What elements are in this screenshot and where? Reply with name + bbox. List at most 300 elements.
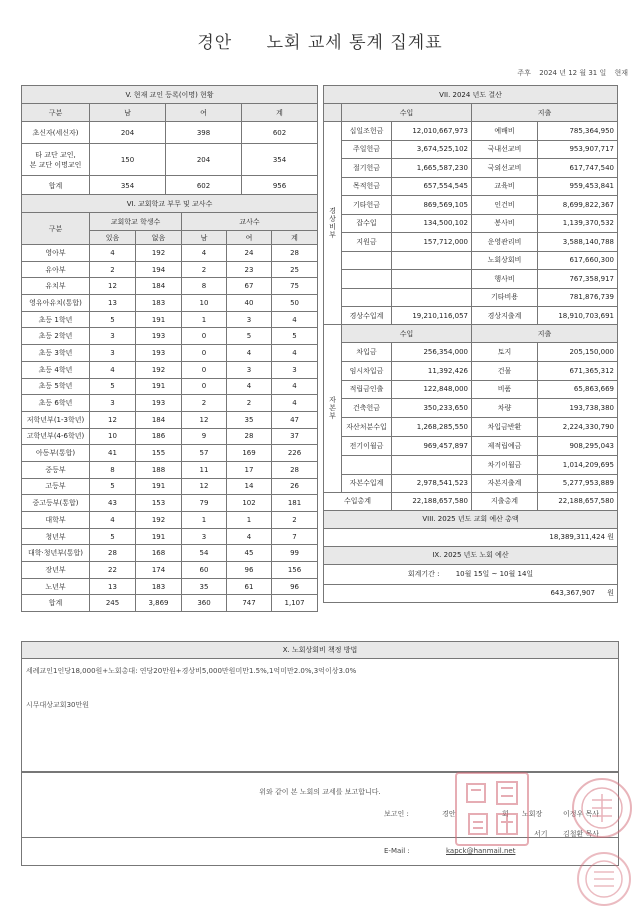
cell: 0 bbox=[182, 361, 227, 378]
table-row bbox=[324, 177, 618, 196]
cell: 4 bbox=[272, 378, 318, 395]
expense-value: 671,365,312 bbox=[538, 361, 618, 380]
row-label: 중고등부(통합) bbox=[22, 495, 90, 512]
income-value: 1,268,285,550 bbox=[392, 418, 472, 437]
section10-box bbox=[21, 641, 619, 773]
cell: 4 bbox=[90, 245, 136, 262]
operating-side-label: 경상비부 bbox=[324, 122, 342, 325]
cell: 75 bbox=[272, 278, 318, 295]
reporter-suffix: 회 bbox=[502, 810, 509, 818]
table-row bbox=[22, 411, 318, 428]
cell: 193 bbox=[136, 328, 182, 345]
row-label: 영유아유치(통합) bbox=[22, 295, 90, 312]
cell: 37 bbox=[272, 428, 318, 445]
cell: 150 bbox=[90, 144, 166, 176]
income-value: 256,354,000 bbox=[392, 343, 472, 362]
cell: 54 bbox=[182, 545, 227, 562]
cell: 3 bbox=[182, 528, 227, 545]
row-label: 초등 6학년 bbox=[22, 395, 90, 412]
cell: 155 bbox=[136, 445, 182, 462]
cell: 191 bbox=[136, 478, 182, 495]
table-row bbox=[22, 261, 318, 278]
income-label: 잡수입 bbox=[342, 214, 392, 233]
expense-label: 기타비용 bbox=[472, 288, 538, 307]
grand-expense-value: 22,188,657,580 bbox=[538, 492, 618, 510]
expense-value: 959,453,841 bbox=[538, 177, 618, 196]
cell: 11 bbox=[182, 461, 227, 478]
col-header: 구분 bbox=[22, 213, 90, 245]
cell: 3 bbox=[227, 311, 272, 328]
income-value: 869,569,105 bbox=[392, 196, 472, 215]
cell: 4 bbox=[90, 512, 136, 529]
cell: 4 bbox=[90, 361, 136, 378]
section9-title: IX. 2025 년도 노회 예산 bbox=[324, 546, 618, 564]
expense-label: 행사비 bbox=[472, 270, 538, 289]
income-label bbox=[342, 288, 392, 307]
expense-value: 2,224,330,790 bbox=[538, 418, 618, 437]
cell: 398 bbox=[166, 122, 242, 144]
income-total-label: 경상수입계 bbox=[342, 307, 392, 325]
cell: 3 bbox=[90, 345, 136, 362]
reporter-presbytery: 경안 bbox=[442, 810, 456, 818]
col-header: 교사수 bbox=[182, 213, 318, 231]
email-box bbox=[21, 837, 619, 866]
row-label: 초등 2학년 bbox=[22, 328, 90, 345]
cell: 2 bbox=[272, 512, 318, 529]
expense-label: 차기이월금 bbox=[472, 455, 538, 474]
cell: 12 bbox=[182, 478, 227, 495]
cell: 226 bbox=[272, 445, 318, 462]
email-value[interactable]: kapck@hanmail.net bbox=[446, 847, 516, 855]
income-value: 1,665,587,230 bbox=[392, 159, 472, 178]
cell: 204 bbox=[90, 122, 166, 144]
cell: 191 bbox=[136, 311, 182, 328]
income-label bbox=[342, 455, 392, 474]
seal-round-icon bbox=[574, 780, 630, 836]
cell: 14 bbox=[227, 478, 272, 495]
expense-label: 차량 bbox=[472, 399, 538, 418]
cell: 1 bbox=[182, 311, 227, 328]
table-row bbox=[22, 512, 318, 529]
expense-total-label: 경상지출계 bbox=[472, 307, 538, 325]
section10-line2: 시무대상교회30만원 bbox=[26, 701, 90, 709]
cell: 4 bbox=[272, 395, 318, 412]
expense-label: 비품 bbox=[472, 380, 538, 399]
section10-line1: 세례교인1인당18,000원+노회총대: 연당20만원+경상비5,000만원미만1.5%,1억미만2.0%,3억이상3.0% bbox=[26, 667, 357, 675]
row-label: 고학년부(4-6학년) bbox=[22, 428, 90, 445]
cell: 4 bbox=[227, 345, 272, 362]
row-label: 유치부 bbox=[22, 278, 90, 295]
row-label: 합계 bbox=[22, 595, 90, 612]
cell: 194 bbox=[136, 261, 182, 278]
income-value: 969,457,897 bbox=[392, 436, 472, 455]
table-row bbox=[324, 214, 618, 233]
date-value: 2024 년 12 월 31 일 bbox=[539, 69, 607, 77]
cell: 23 bbox=[227, 261, 272, 278]
expense-value: 785,364,950 bbox=[538, 122, 618, 141]
income-value bbox=[392, 251, 472, 270]
cell: 4 bbox=[182, 245, 227, 262]
table-row bbox=[324, 122, 618, 141]
cell: 3 bbox=[90, 395, 136, 412]
table-row bbox=[324, 140, 618, 159]
income-label: 목적헌금 bbox=[342, 177, 392, 196]
sub-header: 계 bbox=[272, 231, 318, 245]
table-row bbox=[22, 545, 318, 562]
income-label: 전기이월금 bbox=[342, 436, 392, 455]
seal-pattern-icon bbox=[457, 774, 527, 844]
income-label: 지원금 bbox=[342, 233, 392, 252]
table-row bbox=[22, 578, 318, 595]
cell: 61 bbox=[227, 578, 272, 595]
cell: 156 bbox=[272, 562, 318, 579]
cell: 10 bbox=[90, 428, 136, 445]
table-row bbox=[22, 245, 318, 262]
grand-expense-label: 지출총계 bbox=[472, 492, 538, 510]
table-row bbox=[324, 418, 618, 437]
cell: 22 bbox=[90, 562, 136, 579]
report-text: 위와 같이 본 노회의 교세를 보고합니다. bbox=[259, 788, 381, 796]
cell: 5 bbox=[272, 328, 318, 345]
cell: 5 bbox=[90, 528, 136, 545]
income-value: 134,500,102 bbox=[392, 214, 472, 233]
cell: 174 bbox=[136, 562, 182, 579]
row-label: 장년부 bbox=[22, 562, 90, 579]
sub-header: 여 bbox=[227, 231, 272, 245]
cell: 47 bbox=[272, 411, 318, 428]
section6-table bbox=[21, 194, 318, 612]
table-row bbox=[22, 528, 318, 545]
cell: 40 bbox=[227, 295, 272, 312]
cell: 192 bbox=[136, 512, 182, 529]
income-value: 3,674,525,102 bbox=[392, 140, 472, 159]
table-row bbox=[22, 378, 318, 395]
email-label: E-Mail : bbox=[384, 847, 410, 855]
cell: 13 bbox=[90, 578, 136, 595]
income-value bbox=[392, 288, 472, 307]
table-row bbox=[22, 428, 318, 445]
income-label: 십일조헌금 bbox=[342, 122, 392, 141]
cell: 192 bbox=[136, 361, 182, 378]
reporter-role1: 노회장 bbox=[522, 810, 543, 818]
expense-value: 3,588,140,788 bbox=[538, 233, 618, 252]
expense-label: 교육비 bbox=[472, 177, 538, 196]
section7-title: VII. 2024 년도 결산 bbox=[324, 86, 618, 104]
page-title bbox=[0, 28, 640, 53]
period-label: 회계기간 : bbox=[407, 570, 440, 579]
income-value: 12,010,667,973 bbox=[392, 122, 472, 141]
row-label: 저학년부(1-3학년) bbox=[22, 411, 90, 428]
row-label: 중등부 bbox=[22, 461, 90, 478]
table-row bbox=[22, 562, 318, 579]
row-label: 영아부 bbox=[22, 245, 90, 262]
cell: 8 bbox=[90, 461, 136, 478]
table-row bbox=[22, 478, 318, 495]
cell: 956 bbox=[242, 176, 318, 196]
cell: 168 bbox=[136, 545, 182, 562]
cell: 10 bbox=[182, 295, 227, 312]
capital-income-total-value: 2,978,541,523 bbox=[392, 474, 472, 492]
date-suffix: 현재 bbox=[614, 69, 628, 77]
income-total-value: 19,210,116,057 bbox=[392, 307, 472, 325]
cell: 2 bbox=[227, 395, 272, 412]
cell: 192 bbox=[136, 245, 182, 262]
table-row bbox=[324, 251, 618, 270]
table-row bbox=[324, 380, 618, 399]
expense-label: 운영관리비 bbox=[472, 233, 538, 252]
expense-value: 767,358,917 bbox=[538, 270, 618, 289]
cell: 204 bbox=[166, 144, 242, 176]
cell: 3 bbox=[227, 361, 272, 378]
sub-header: 있음 bbox=[90, 231, 136, 245]
table-row bbox=[324, 159, 618, 178]
cell: 0 bbox=[182, 328, 227, 345]
expense-value: 1,014,209,695 bbox=[538, 455, 618, 474]
table-row bbox=[22, 461, 318, 478]
round-seal-2 bbox=[577, 852, 631, 906]
cell: 9 bbox=[182, 428, 227, 445]
cell: 5 bbox=[90, 378, 136, 395]
row-label: 초신자(세신자) bbox=[22, 122, 90, 144]
expense-value: 617,660,300 bbox=[538, 251, 618, 270]
expense-label: 인건비 bbox=[472, 196, 538, 215]
cell: 1 bbox=[227, 512, 272, 529]
cell: 102 bbox=[227, 495, 272, 512]
cell: 3 bbox=[272, 361, 318, 378]
cell: 4 bbox=[227, 378, 272, 395]
table-row bbox=[22, 361, 318, 378]
expense-value: 953,907,717 bbox=[538, 140, 618, 159]
capital-income-header: 수입 bbox=[342, 325, 472, 343]
expense-label: 봉사비 bbox=[472, 214, 538, 233]
title-main: 노회 교세 통계 집계표 bbox=[266, 33, 443, 53]
cell: 2 bbox=[182, 395, 227, 412]
income-label: 주일헌금 bbox=[342, 140, 392, 159]
cell: 12 bbox=[182, 411, 227, 428]
cell: 4 bbox=[272, 345, 318, 362]
expense-value: 617,747,540 bbox=[538, 159, 618, 178]
table-row bbox=[324, 399, 618, 418]
cell: 8 bbox=[182, 278, 227, 295]
table-row bbox=[22, 395, 318, 412]
table-row bbox=[324, 361, 618, 380]
official-seal bbox=[455, 772, 529, 846]
income-label: 절기헌금 bbox=[342, 159, 392, 178]
table-row bbox=[324, 343, 618, 362]
reporter-name1: 이정우 목사 bbox=[563, 810, 600, 818]
cell: 184 bbox=[136, 411, 182, 428]
expense-header: 지출 bbox=[472, 104, 618, 122]
period-value: 10월 15일 ~ 10월 14일 bbox=[455, 570, 534, 579]
cell: 2 bbox=[90, 261, 136, 278]
grand-income-value: 22,188,657,580 bbox=[392, 492, 472, 510]
table-row bbox=[324, 233, 618, 252]
income-label: 건축헌금 bbox=[342, 399, 392, 418]
income-label: 차입금 bbox=[342, 343, 392, 362]
table-row bbox=[22, 311, 318, 328]
expense-value: 65,863,669 bbox=[538, 380, 618, 399]
row-label: 청년부 bbox=[22, 528, 90, 545]
expense-value: 908,295,043 bbox=[538, 436, 618, 455]
cell: 24 bbox=[227, 245, 272, 262]
cell: 183 bbox=[136, 578, 182, 595]
cell: 25 bbox=[272, 261, 318, 278]
cell: 50 bbox=[272, 295, 318, 312]
cell: 193 bbox=[136, 395, 182, 412]
section9-unit: 원 bbox=[607, 589, 615, 598]
table-row bbox=[22, 295, 318, 312]
cell: 747 bbox=[227, 595, 272, 612]
cell: 0 bbox=[182, 378, 227, 395]
cell: 5 bbox=[90, 478, 136, 495]
section5-table bbox=[21, 85, 318, 196]
cell: 99 bbox=[272, 545, 318, 562]
cell: 153 bbox=[136, 495, 182, 512]
capital-side-label: 자본부 bbox=[324, 325, 342, 493]
row-label: 초등 4학년 bbox=[22, 361, 90, 378]
row-label: 초등 3학년 bbox=[22, 345, 90, 362]
income-value: 11,392,426 bbox=[392, 361, 472, 380]
cell: 4 bbox=[272, 311, 318, 328]
cell: 7 bbox=[272, 528, 318, 545]
table-row bbox=[22, 445, 318, 462]
row-label: 고등부 bbox=[22, 478, 90, 495]
seal-round2-icon bbox=[579, 854, 629, 904]
capital-expense-header: 지출 bbox=[472, 325, 618, 343]
cell: 360 bbox=[182, 595, 227, 612]
income-label: 기타헌금 bbox=[342, 196, 392, 215]
expense-label: 토지 bbox=[472, 343, 538, 362]
col-header: 여 bbox=[166, 104, 242, 122]
col-header: 교회학교 학생수 bbox=[90, 213, 182, 231]
col-header: 남 bbox=[90, 104, 166, 122]
row-label: 초등 5학년 bbox=[22, 378, 90, 395]
date-label: 주후 bbox=[517, 69, 531, 77]
reporter-role2: 서기 bbox=[534, 830, 548, 838]
cell: 35 bbox=[227, 411, 272, 428]
cell: 28 bbox=[272, 461, 318, 478]
section9-amount-row bbox=[324, 584, 618, 602]
cell: 186 bbox=[136, 428, 182, 445]
table-row bbox=[324, 196, 618, 215]
cell: 45 bbox=[227, 545, 272, 562]
cell: 5 bbox=[227, 328, 272, 345]
section10-title: X. 노회상회비 책정 방법 bbox=[22, 642, 618, 659]
grand-income-label: 수입총계 bbox=[324, 492, 392, 510]
cell: 191 bbox=[136, 528, 182, 545]
col-header: 계 bbox=[242, 104, 318, 122]
cell: 602 bbox=[242, 122, 318, 144]
section8-title: VIII. 2025 년도 교회 예산 총액 bbox=[324, 510, 618, 528]
table-row bbox=[22, 345, 318, 362]
row-label: 노년부 bbox=[22, 578, 90, 595]
income-value: 657,554,545 bbox=[392, 177, 472, 196]
income-value bbox=[392, 270, 472, 289]
expense-label: 예배비 bbox=[472, 122, 538, 141]
table-row bbox=[324, 436, 618, 455]
expense-label: 제적립예금 bbox=[472, 436, 538, 455]
cell: 602 bbox=[166, 176, 242, 196]
cell: 354 bbox=[242, 144, 318, 176]
capital-header-row bbox=[324, 325, 618, 343]
table-row bbox=[22, 595, 318, 612]
cell: 26 bbox=[272, 478, 318, 495]
cell: 0 bbox=[182, 345, 227, 362]
cell: 43 bbox=[90, 495, 136, 512]
table-row bbox=[22, 328, 318, 345]
cell: 3 bbox=[90, 328, 136, 345]
row-label: 대학부 bbox=[22, 512, 90, 529]
income-value: 157,712,000 bbox=[392, 233, 472, 252]
cell: 181 bbox=[272, 495, 318, 512]
cell: 28 bbox=[227, 428, 272, 445]
capital-expense-total-value: 5,277,953,889 bbox=[538, 474, 618, 492]
expense-value: 8,699,822,367 bbox=[538, 196, 618, 215]
cell: 17 bbox=[227, 461, 272, 478]
col-header: 구분 bbox=[22, 104, 90, 122]
cell: 60 bbox=[182, 562, 227, 579]
cell: 193 bbox=[136, 345, 182, 362]
section9-period bbox=[324, 564, 618, 584]
reporter-name2: 김철환 목사 bbox=[563, 830, 600, 838]
subtotal-row bbox=[324, 307, 618, 325]
sub-header: 없음 bbox=[136, 231, 182, 245]
cell: 41 bbox=[90, 445, 136, 462]
cell: 67 bbox=[227, 278, 272, 295]
title-presbytery: 경안 bbox=[197, 33, 233, 53]
row-label: 아동부(통합) bbox=[22, 445, 90, 462]
cell: 3,869 bbox=[136, 595, 182, 612]
expense-label: 건물 bbox=[472, 361, 538, 380]
expense-label: 국내선교비 bbox=[472, 140, 538, 159]
row-label: 대학·청년부(통합) bbox=[22, 545, 90, 562]
cell: 183 bbox=[136, 295, 182, 312]
table-row bbox=[22, 278, 318, 295]
cell: 12 bbox=[90, 411, 136, 428]
cell: 4 bbox=[227, 528, 272, 545]
income-label: 적립금인출 bbox=[342, 380, 392, 399]
cell: 191 bbox=[136, 378, 182, 395]
expense-value: 205,150,000 bbox=[538, 343, 618, 362]
expense-label: 차입금반환 bbox=[472, 418, 538, 437]
cell: 5 bbox=[90, 311, 136, 328]
expense-label: 국외선교비 bbox=[472, 159, 538, 178]
footer-box bbox=[21, 771, 619, 838]
cell: 28 bbox=[90, 545, 136, 562]
income-label bbox=[342, 270, 392, 289]
cell: 1 bbox=[182, 512, 227, 529]
cell: 188 bbox=[136, 461, 182, 478]
expense-total-value: 18,910,703,691 bbox=[538, 307, 618, 325]
capital-income-total-label: 자본수입계 bbox=[342, 474, 392, 492]
income-label bbox=[342, 251, 392, 270]
expense-label: 노회상회비 bbox=[472, 251, 538, 270]
cell: 79 bbox=[182, 495, 227, 512]
section6-title: VI. 교회학교 부무 및 교사수 bbox=[22, 195, 318, 213]
cell: 96 bbox=[227, 562, 272, 579]
income-value bbox=[392, 455, 472, 474]
income-value: 122,848,000 bbox=[392, 380, 472, 399]
table-row bbox=[324, 288, 618, 307]
round-seal bbox=[572, 778, 632, 838]
section8-amount: 18,389,311,424 원 bbox=[324, 528, 618, 546]
cell: 13 bbox=[90, 295, 136, 312]
capital-expense-total-label: 자본지출계 bbox=[472, 474, 538, 492]
section7-table bbox=[323, 85, 618, 603]
cell: 96 bbox=[272, 578, 318, 595]
cell: 245 bbox=[90, 595, 136, 612]
row-label: 타 교단 교인, 본 교단 이명교인 bbox=[22, 144, 90, 176]
